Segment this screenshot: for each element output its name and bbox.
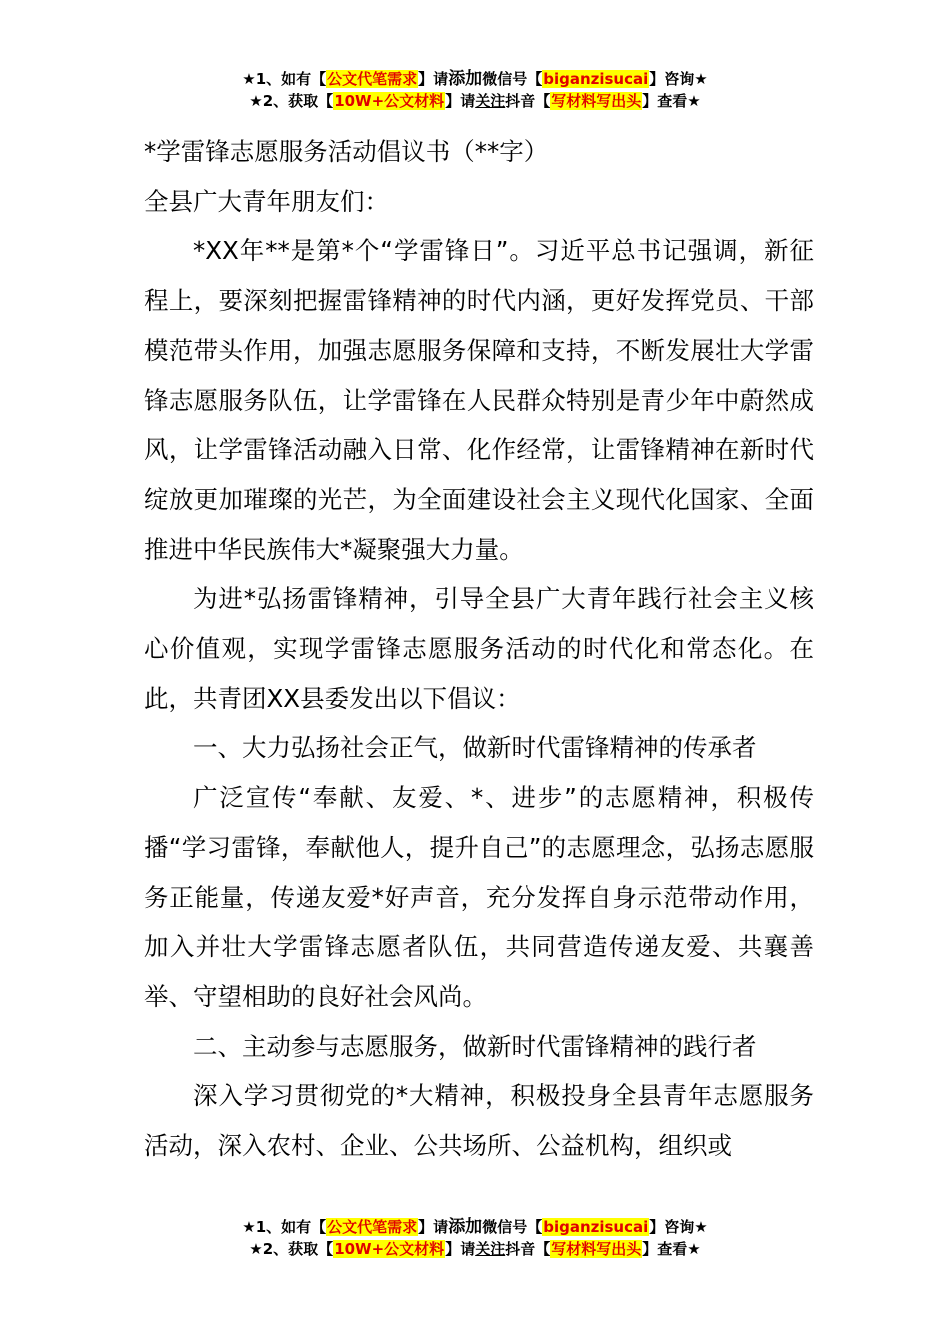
paragraph: 深入学习贯彻党的*大精神，积极投身全县青年志愿服务活动，深入农村、企业、公共场所、公益机构，组织或	[144, 1081, 814, 1161]
document-body	[144, 127, 814, 1171]
banner-line-1: ★1、如有【公文代笔需求】请添加微信号【biganzisucai】咨询★	[242, 69, 708, 89]
highlight-service: 公文代笔需求	[327, 70, 418, 88]
banner-line-2: ★2、获取【10W+公文材料】请关注抖音【写材料写出头】查看★	[249, 1240, 701, 1258]
highlight-douyin: 写材料写出头	[551, 1240, 642, 1258]
section-heading: 一、大力弘扬社会正气，做新时代雷锋精神的传承者	[193, 733, 757, 763]
paragraph: *XX年**是第*个“学雷锋日”。习近平总书记强调，新征程上，要深刻把握雷锋精神的时代内涵，更好发挥党员、干部模范带头作用，加强志愿服务保障和支持，不断发展壮大学雷锋志愿服务队伍，让学雷锋在人民群众特别是青少年中蔚然成风，让学雷锋活动融入日常、化作经常，让雷锋精神在新时代绽放更加璀璨的光芒，为全面建设社会主义现代化国家、全面推进中华民族伟大*凝聚强大力量。	[144, 236, 814, 564]
highlight-douyin: 写材料写出头	[551, 92, 642, 110]
footer-banner	[0, 1216, 950, 1260]
highlight-wechat-id: biganzisucai	[543, 1218, 649, 1236]
highlight-materials: 10W+公文材料	[334, 92, 445, 110]
salutation: 全县广大青年朋友们：	[144, 186, 389, 216]
header-banner	[0, 68, 950, 112]
banner-line-2: ★2、获取【10W+公文材料】请关注抖音【写材料写出头】查看★	[249, 92, 701, 110]
banner-line-1: ★1、如有【公文代笔需求】请添加微信号【biganzisucai】咨询★	[242, 1217, 708, 1237]
highlight-service: 公文代笔需求	[327, 1218, 418, 1236]
highlight-materials: 10W+公文材料	[334, 1240, 445, 1258]
highlight-wechat-id: biganzisucai	[543, 70, 649, 88]
paragraph: 为进*弘扬雷锋精神，引导全县广大青年践行社会主义核心价值观，实现学雷锋志愿服务活动的时代化和常态化。在此，共青团XX县委发出以下倡议：	[144, 584, 814, 713]
document-title: *学雷锋志愿服务活动倡议书（**字）	[144, 137, 549, 166]
paragraph: 广泛宣传“奉献、友爱、*、进步”的志愿精神，积极传播“学习雷锋，奉献他人，提升自己”的志愿理念，弘扬志愿服务正能量，传递友爱*好声音，充分发挥自身示范带动作用，加入并壮大学雷锋志愿者队伍，共同营造传递友爱、共襄善举、守望相助的良好社会风尚。	[144, 783, 814, 1011]
section-heading: 二、主动参与志愿服务，做新时代雷锋精神的践行者	[193, 1031, 757, 1061]
